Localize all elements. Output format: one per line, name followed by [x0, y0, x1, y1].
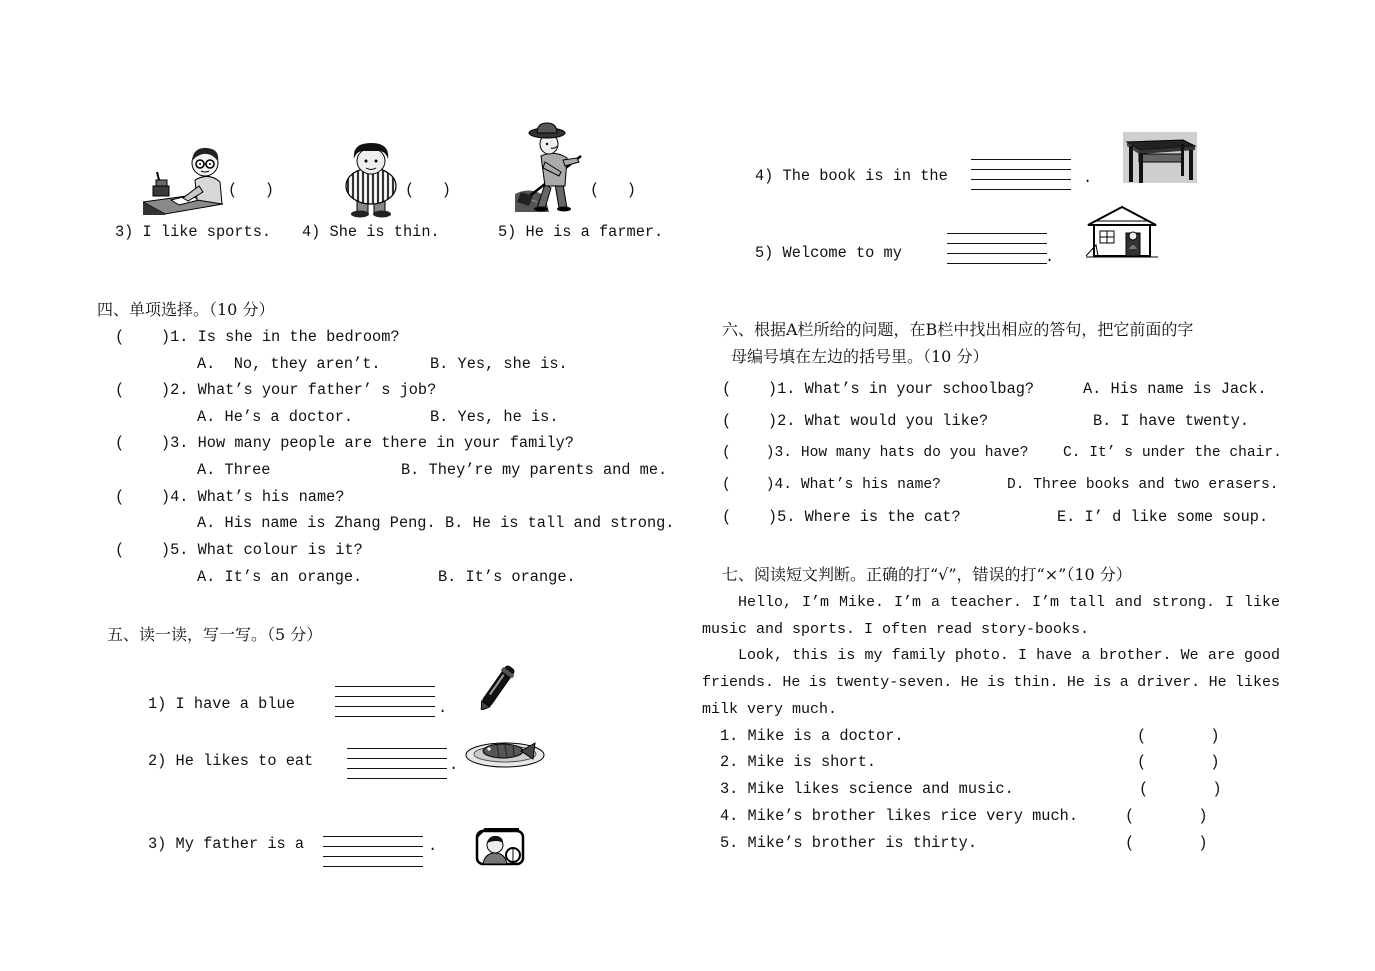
writing-line	[347, 758, 447, 768]
statement: 1. Mike is a doctor.	[720, 727, 904, 745]
fill-in-sentence: 1) I have a blue	[148, 695, 295, 713]
section-7-title: 七、阅读短文判断。正确的打“√”，错误的打“×”（10 分）	[722, 565, 1132, 584]
writing-line	[947, 263, 1047, 264]
section-6-title: 六、根据A栏所给的问题，在B栏中找出相应的答句，把它前面的字	[722, 320, 1194, 339]
option-a: A. It’s an orange.	[197, 568, 363, 586]
answer-option: B. I have twenty.	[1093, 412, 1250, 430]
sentence-period: .	[1045, 248, 1055, 266]
passage-line: milk very much.	[702, 701, 838, 718]
writing-line	[971, 159, 1071, 169]
picture-label: 4) She is thin.	[302, 223, 440, 241]
writing-lines	[971, 159, 1071, 190]
option-b: B. Yes, she is.	[430, 355, 568, 373]
fill-in-sentence: 2) He likes to eat	[148, 752, 314, 770]
fill-in-sentence: 5) Welcome to my	[755, 244, 902, 262]
chubby-girl-image	[340, 140, 402, 218]
option-b: B. He is tall and strong.	[445, 514, 675, 532]
passage-line: music and sports. I often read story-books.	[702, 621, 1090, 638]
question: ( )4. What’s his name?	[115, 488, 345, 506]
boy-at-desk-image	[143, 142, 223, 215]
question: ( )5. Where is the cat?	[722, 508, 961, 526]
answer-blank: ( )	[1125, 807, 1208, 825]
writing-line	[347, 748, 447, 758]
writing-line	[323, 836, 423, 846]
sentence-period: .	[438, 699, 448, 717]
fish-on-plate-image	[465, 735, 545, 768]
writing-line	[323, 866, 423, 867]
answer-option: E. I’ d like some soup.	[1057, 508, 1269, 526]
answer-blank: ( )	[1125, 834, 1208, 852]
passage-line: friends. He is twenty-seven. He is thin. He is a driver. He likes	[702, 674, 1280, 691]
writing-lines	[947, 233, 1047, 264]
statement: 5. Mike’s brother is thirty.	[720, 834, 978, 852]
writing-line	[347, 768, 447, 778]
writing-line	[347, 778, 447, 779]
option-a: A. No, they aren’t.	[197, 355, 381, 373]
picture-label: 3) I like sports.	[115, 223, 272, 241]
writing-line	[335, 706, 435, 716]
fill-in-sentence: 4) The book is in the	[755, 167, 948, 185]
question: ( )1. Is she in the bedroom?	[115, 328, 400, 346]
desk-image	[1123, 132, 1197, 183]
sentence-period: .	[1083, 169, 1093, 187]
writing-line	[971, 169, 1071, 179]
writing-lines	[323, 836, 423, 867]
answer-blank: ( )	[405, 181, 451, 199]
pen-image	[478, 660, 520, 710]
section-4-title: 四、单项选择。（10 分）	[97, 300, 275, 319]
statement: 2. Mike is short.	[720, 753, 877, 771]
answer-option: A. His name is Jack.	[1083, 380, 1267, 398]
question: ( )1. What’s in your schoolbag?	[722, 380, 1035, 398]
option-a: A. Three	[197, 461, 271, 479]
writing-line	[947, 233, 1047, 243]
farmer-with-hoe-image	[515, 122, 585, 212]
sentence-period: .	[449, 756, 459, 774]
writing-line	[971, 179, 1071, 189]
answer-option: C. It’ s under the chair.	[1063, 445, 1282, 461]
writing-lines	[347, 748, 447, 779]
passage-line: Look, this is my family photo. I have a brother. We are good	[738, 647, 1280, 664]
statement: 3. Mike likes science and music.	[720, 780, 1014, 798]
answer-blank: ( )	[1139, 780, 1222, 798]
answer-blank: ( )	[1137, 753, 1220, 771]
option-b: B. They’re my parents and me.	[401, 461, 668, 479]
answer-blank: ( )	[590, 181, 636, 199]
writing-lines	[335, 686, 435, 717]
answer-blank: ( )	[1137, 727, 1220, 745]
sentence-period: .	[428, 837, 438, 855]
writing-line	[335, 686, 435, 696]
writing-line	[323, 856, 423, 866]
option-b: B. It’s orange.	[438, 568, 576, 586]
writing-line	[323, 846, 423, 856]
answer-option: D. Three books and two erasers.	[1007, 477, 1279, 493]
option-a: A. He’s a doctor.	[197, 408, 354, 426]
section-6-title-continued: 母编号填在左边的括号里。（10 分）	[731, 347, 989, 366]
statement: 4. Mike’s brother likes rice very much.	[720, 807, 1079, 825]
section-5-title: 五、读一读，写一写。（5 分）	[107, 625, 323, 644]
question: ( )2. What would you like?	[722, 412, 989, 430]
answer-blank: ( )	[228, 181, 274, 199]
fill-in-sentence: 3) My father is a	[148, 835, 305, 853]
passage-line: Hello, I’m Mike. I’m a teacher. I’m tall and strong. I like	[738, 594, 1280, 611]
option-b: B. Yes, he is.	[430, 408, 559, 426]
writing-line	[947, 253, 1047, 263]
home-image	[1086, 205, 1158, 258]
option-a: A. His name is Zhang Peng.	[197, 514, 436, 532]
writing-line	[947, 243, 1047, 253]
writing-line	[335, 716, 435, 717]
driver-image	[475, 827, 527, 866]
question: ( )2. What’s your father’ s job?	[115, 381, 437, 399]
question: ( )3. How many people are there in your family?	[115, 434, 574, 452]
writing-line	[335, 696, 435, 706]
writing-line	[971, 189, 1071, 190]
question: ( )5. What colour is it?	[115, 541, 363, 559]
question: ( )4. What’s his name?	[722, 477, 941, 493]
question: ( )3. How many hats do you have?	[722, 445, 1029, 461]
picture-label: 5) He is a farmer.	[498, 223, 664, 241]
